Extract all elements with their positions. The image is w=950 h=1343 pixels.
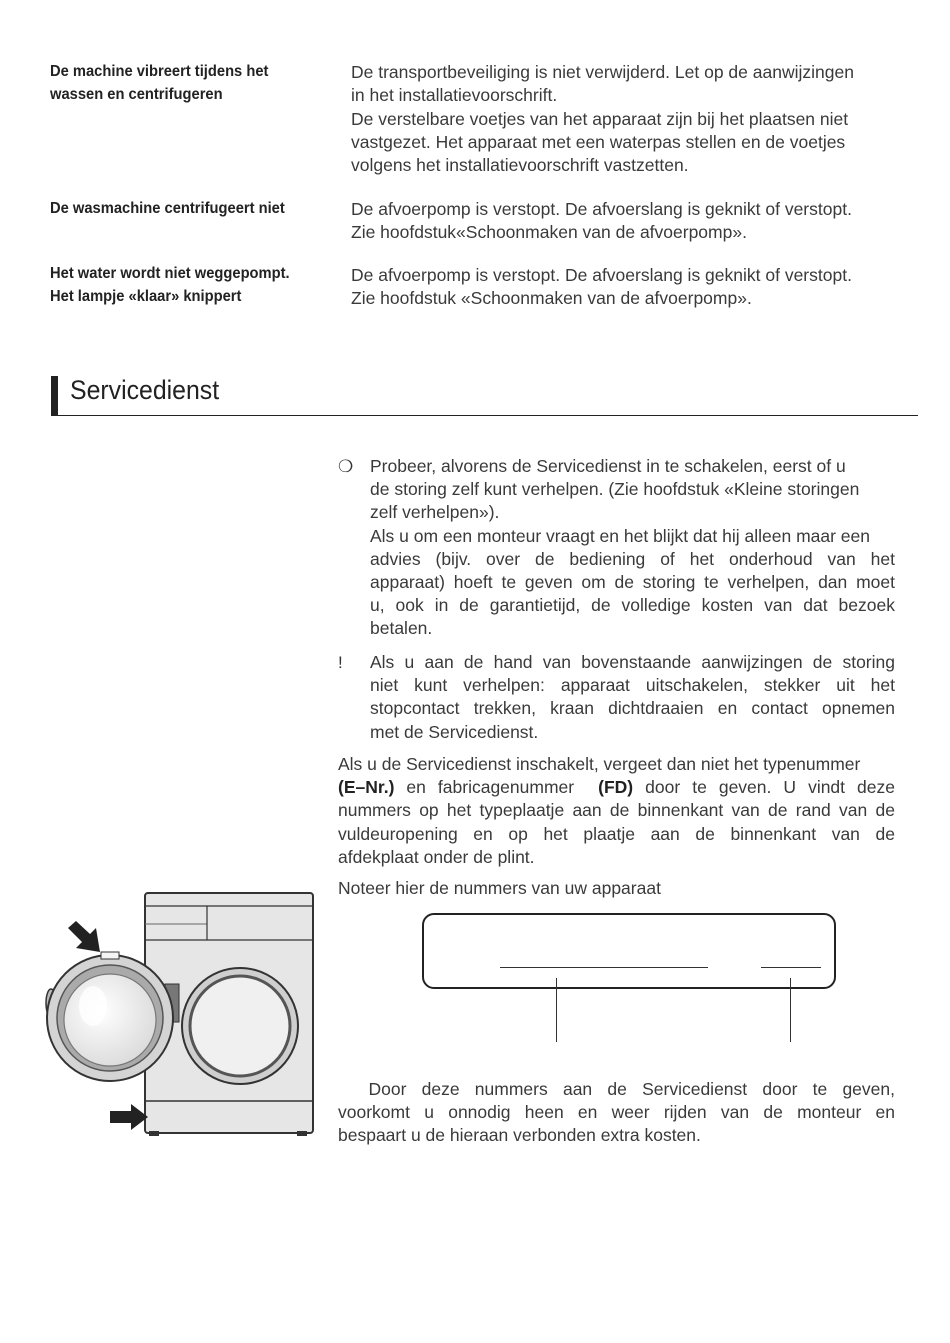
bullet-line: de storing zelf kunt verhelpen. (Zie hoofdstuk «Kleine storingen <box>370 479 860 500</box>
solution-line: Zie hoofdstuk«Schoonmaken van de afvoerpomp». <box>351 222 747 243</box>
bullet-line: apparaat) hoeft te geven om de storing te verhelpen, dan moet <box>370 572 895 593</box>
solution-line: De afvoerpomp is verstopt. De afvoerslang is geknikt of verstopt. <box>351 199 852 219</box>
bullet-line: betalen. <box>370 618 433 639</box>
closing-paragraph <box>338 1078 895 1148</box>
solution-line: in het installatievoorschrift. <box>351 85 558 106</box>
problem-line: Het water wordt niet weggepompt. <box>50 265 290 282</box>
bullet-line: Als u aan de hand van bovenstaande aanwijzingen de storing <box>370 652 895 672</box>
problem-line: wassen en centrifugeren <box>50 86 223 103</box>
bullet-line: stopcontact trekken, kraan dichtdraaien en contact opnemen <box>370 698 895 719</box>
paragraph-line: (E–Nr.) en fabricagenummer (FD) door te geven. U vindt deze <box>338 777 896 798</box>
problem-line: De machine vibreert tijdens het <box>50 63 269 80</box>
arrow-icon <box>109 1103 149 1131</box>
solution-no-drain <box>351 264 896 311</box>
contact-paragraph <box>338 753 895 869</box>
problem-line: De wasmachine centrifugeert niet <box>50 200 285 217</box>
paragraph-line: Als u de Servicedienst inschakelt, vergeet dan niet het typenummer <box>338 754 861 774</box>
paragraph-line: voorkomt u onnodig heen en weer rijden van de monteur en <box>338 1102 895 1123</box>
paragraph-line: vuldeuropening en op het plaatje aan de binnenkant van de <box>338 823 895 844</box>
problem-vibration <box>50 60 317 106</box>
solution-vibration <box>351 61 896 177</box>
paragraph-line: nummers op het typeplaatje aan de binnenkant van de rand van de <box>338 800 895 821</box>
solution-line: vastgezet. Het apparaat met een waterpas stellen en de voetjes <box>351 131 846 152</box>
fd-pointer-line <box>790 978 791 1042</box>
paragraph-line: afdekplaat onder de plint. <box>338 846 535 867</box>
bullet-line: advies (bijv. over de bediening of het onderhoud van het <box>370 548 895 569</box>
solution-no-spin <box>351 198 896 245</box>
problem-no-spin <box>50 197 317 220</box>
solution-line: De transportbeveiliging is niet verwijderd. Let op de aanwijzingen <box>351 62 854 82</box>
circle-bullet-icon: ❍ <box>338 457 354 476</box>
bullet-line: Probeer, alvorens de Servicedienst in te schakelen, eerst of u <box>370 456 846 476</box>
problem-line: Het lampje «klaar» knippert <box>50 288 242 305</box>
solution-line: De verstelbare voetjes van het apparaat zijn bij het plaatsen niet <box>351 108 849 129</box>
fd-write-line <box>761 967 821 968</box>
solution-line: Zie hoofdstuk «Schoonmaken van de afvoerpomp». <box>351 288 752 309</box>
solution-line: volgens het installatievoorschrift vastzetten. <box>351 155 689 176</box>
bullet-line: u, ook in de garantietijd, de volledige kosten van dat bezoek <box>370 595 895 616</box>
bullet-line: zelf verhelpen»). <box>370 502 500 523</box>
problem-no-drain <box>50 262 317 308</box>
enr-write-line <box>500 967 708 968</box>
section-bar <box>51 376 58 416</box>
enr-label: (E–Nr.) <box>338 777 395 798</box>
number-entry-box <box>422 913 836 989</box>
solution-line: De afvoerpomp is verstopt. De afvoerslang is geknikt of verstopt. <box>351 265 852 285</box>
bullet-self-help <box>370 455 895 641</box>
arrow-icon <box>66 920 106 956</box>
exclamation-bullet-icon: ! <box>338 653 343 672</box>
bullet-contact <box>370 651 895 744</box>
paragraph-line: Door deze nummers aan de Servicedienst door te geven, <box>338 1079 895 1099</box>
bullet-line: niet kunt verhelpen: apparaat uitschakelen, stekker uit het <box>370 675 895 696</box>
section-rule <box>51 415 918 416</box>
paragraph-line: bespaart u de hieraan verbonden extra kosten. <box>338 1125 701 1146</box>
fd-label: (FD) <box>598 777 634 798</box>
enr-pointer-line <box>556 978 557 1042</box>
bullet-line: met de Servicedienst. <box>370 721 539 742</box>
section-title: Servicedienst <box>70 375 220 405</box>
note-label: Noteer hier de nummers van uw apparaat <box>338 878 661 898</box>
bullet-line: Als u om een monteur vraagt en het blijkt dat hij alleen maar een <box>370 525 871 546</box>
